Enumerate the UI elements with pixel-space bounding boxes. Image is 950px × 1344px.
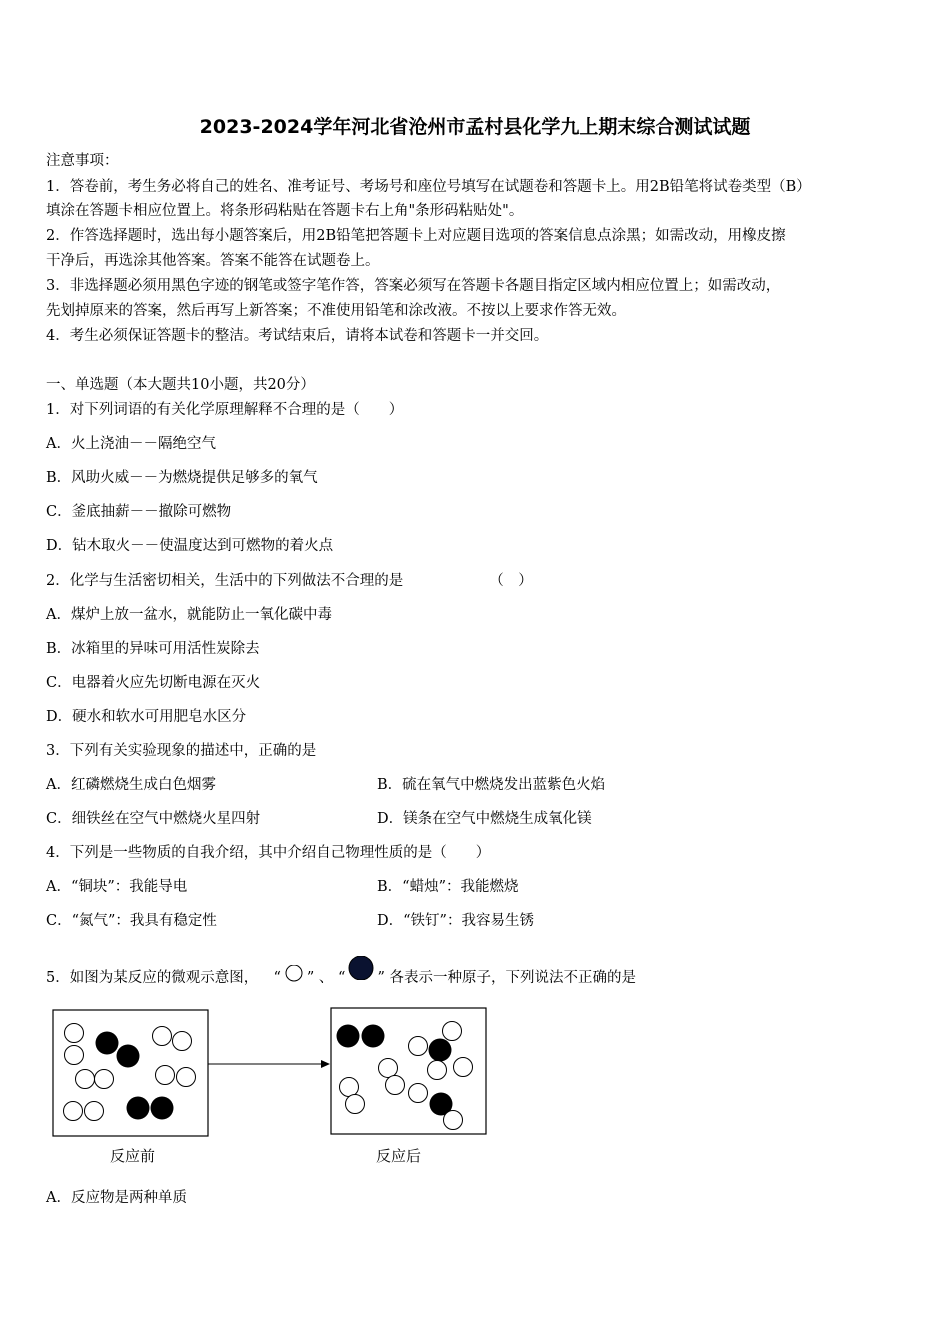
q2-stem: 2．化学与生活密切相关，生活中的下列做法不合理的是 bbox=[46, 573, 404, 589]
q4-stem: 4．下列是一些物质的自我介绍，其中介绍自己物理性质的是（ ） bbox=[46, 845, 491, 861]
open-quote: “ bbox=[273, 970, 281, 986]
q3-stem: 3．下列有关实验现象的描述中，正确的是 bbox=[46, 743, 317, 759]
white-atom bbox=[177, 1068, 196, 1087]
q1-option-b: B．风助火威－－为燃烧提供足够多的氧气 bbox=[46, 470, 318, 486]
exam-title: 2023-2024学年河北省沧州市孟村县化学九上期末综合测试试题 bbox=[199, 116, 751, 138]
notice-heading: 注意事项： bbox=[46, 153, 119, 169]
black-atom bbox=[127, 1097, 150, 1120]
caption-after: 反应后 bbox=[376, 1147, 422, 1165]
white-atom bbox=[379, 1059, 398, 1078]
q5-stem-b: 各表示一种原子，下列说法不正确的是 bbox=[389, 970, 636, 986]
notice-line: 2．作答选择题时，选出每小题答案后，用2B铅笔把答题卡上对应题目选项的答案信息点涂黑；如需改动，用橡皮擦 bbox=[46, 228, 786, 244]
white-atom bbox=[153, 1027, 172, 1046]
black-atom bbox=[151, 1097, 174, 1120]
q3-option-c: C．细铁丝在空气中燃烧火星四射 bbox=[46, 811, 261, 827]
white-atom bbox=[85, 1102, 104, 1121]
q1-option-a: A．火上浇油－－隔绝空气 bbox=[46, 436, 216, 452]
close-quote: ” bbox=[306, 970, 315, 986]
q5-stem-a: 5．如图为某反应的微观示意图， bbox=[46, 970, 259, 986]
q4-option-c: C．“氮气”：我具有稳定性 bbox=[46, 913, 217, 929]
white-atom bbox=[346, 1095, 365, 1114]
open-quote: “ bbox=[338, 970, 346, 986]
q4-option-d: D．“铁钉”：我容易生锈 bbox=[377, 913, 534, 929]
white-atom bbox=[443, 1022, 462, 1041]
white-atom bbox=[156, 1066, 175, 1085]
white-atom bbox=[340, 1078, 359, 1097]
notice-line: 3．非选择题必须用黑色字迹的钢笔或签字笔作答，答案必须写在答题卡各题目指定区域内相应位置上；如需改动， bbox=[46, 278, 781, 294]
white-atom bbox=[173, 1032, 192, 1051]
black-atom bbox=[337, 1025, 360, 1048]
arrow-head bbox=[321, 1060, 330, 1068]
q2-option-c: C．电器着火应先切断电源在灭火 bbox=[46, 675, 261, 691]
white-atom bbox=[409, 1084, 428, 1103]
q1-stem: 1．对下列词语的有关化学原理解释不合理的是（ ） bbox=[46, 402, 404, 418]
caption-before: 反应前 bbox=[110, 1147, 156, 1165]
notice-line: 4．考生必须保证答题卡的整洁。考试结束后，请将本试卷和答题卡一并交回。 bbox=[46, 328, 549, 344]
q3-option-d: D．镁条在空气中燃烧生成氧化镁 bbox=[377, 811, 592, 827]
notice-line: 填涂在答题卡相应位置上。将条形码粘贴在答题卡右上角"条形码粘贴处"。 bbox=[46, 203, 524, 219]
white-atom bbox=[454, 1058, 473, 1077]
q4-option-a: A．“铜块”：我能导电 bbox=[46, 879, 188, 895]
q3-option-b: B．硫在氧气中燃烧发出蓝紫色火焰 bbox=[377, 777, 606, 793]
white-atom bbox=[76, 1070, 95, 1089]
q1-option-d: D．钻木取火－－使温度达到可燃物的着火点 bbox=[46, 538, 334, 554]
notice-line: 先划掉原来的答案，然后再写上新答案；不准使用铅笔和涂改液。不按以上要求作答无效。 bbox=[46, 303, 626, 319]
q2-answer-paren: （ ） bbox=[489, 573, 533, 589]
section-heading: 一、单选题（本大题共10小题，共20分） bbox=[46, 377, 315, 393]
black-atom bbox=[362, 1025, 385, 1048]
q4-option-b: B．“蜡烛”：我能燃烧 bbox=[377, 879, 519, 895]
close-quote: ” bbox=[377, 970, 385, 986]
q2-option-b: B．冰箱里的异味可用活性炭除去 bbox=[46, 641, 260, 657]
q2-option-d: D．硬水和软水可用肥皂水区分 bbox=[46, 709, 247, 725]
black-atom bbox=[96, 1032, 119, 1055]
q1-option-c: C．釜底抽薪－－撤除可燃物 bbox=[46, 504, 232, 520]
white-atom bbox=[409, 1037, 428, 1056]
white-atom bbox=[95, 1070, 114, 1089]
separator: 、 bbox=[318, 970, 334, 986]
q5-option-a: A．反应物是两种单质 bbox=[46, 1190, 187, 1206]
white-atom bbox=[428, 1061, 447, 1080]
white-atom bbox=[386, 1076, 405, 1095]
notice-line: 干净后，再选涂其他答案。答案不能答在试题卷上。 bbox=[46, 253, 380, 269]
black-atom bbox=[117, 1045, 140, 1068]
notice-line: 1．答卷前，考生务必将自己的姓名、准考证号、考场号和座位号填写在试题卷和答题卡上。用2B铅笔将试卷类型（B） bbox=[46, 179, 811, 195]
q2-option-a: A．煤炉上放一盆水，就能防止一氧化碳中毒 bbox=[46, 607, 332, 623]
q3-option-a: A．红磷燃烧生成白色烟雾 bbox=[46, 777, 216, 793]
white-atom bbox=[64, 1102, 83, 1121]
white-atom bbox=[65, 1024, 84, 1043]
black-atom bbox=[429, 1039, 452, 1062]
white-atom bbox=[65, 1046, 84, 1065]
white-atom bbox=[444, 1111, 463, 1130]
